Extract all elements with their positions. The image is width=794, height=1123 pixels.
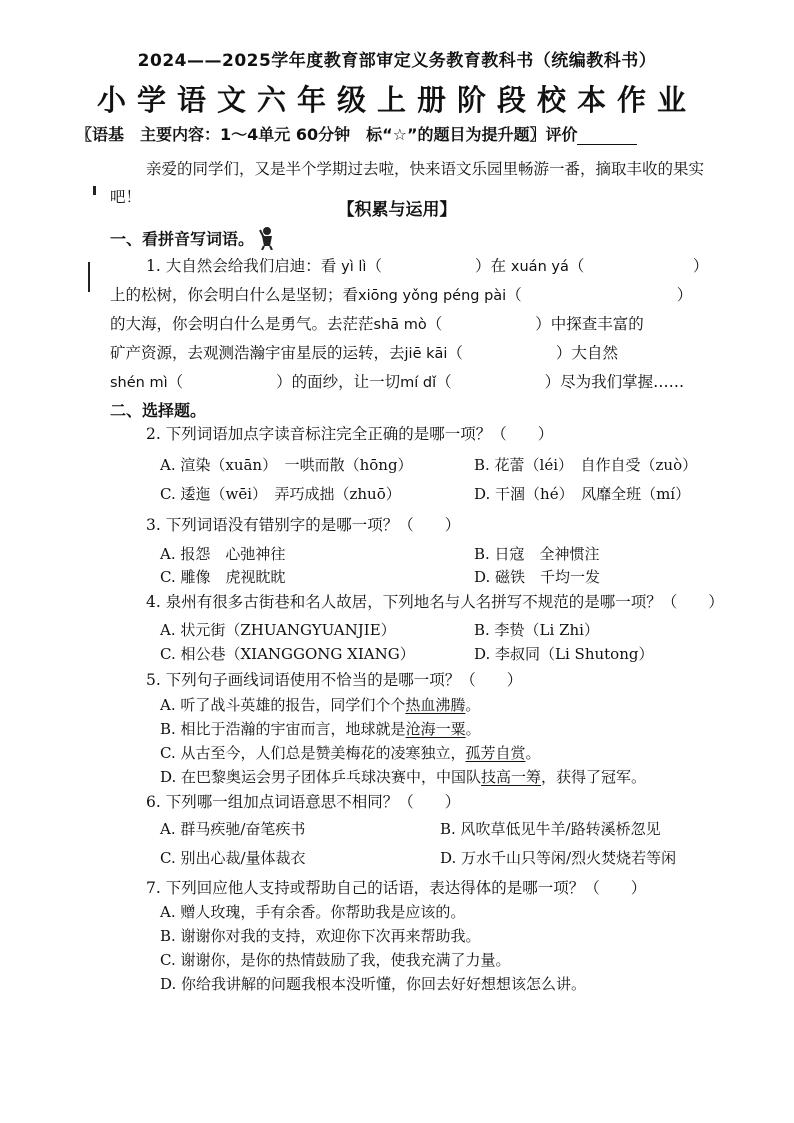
scan-mark [88,262,90,292]
edition-line: 2024——2025学年度教育部审定义务教育教科书（统编教科书） [137,51,657,71]
q7-option-d[interactable]: D. 你给我讲解的问题我根本没听懂，你回去好好想想该怎么讲。 [160,975,587,993]
q2-option-a[interactable]: A. 渲染（xuān） 一哄而散（hōng） [160,456,413,474]
question-2-stem: 2. 下列词语加点字读音标注完全正确的是哪一项？ [146,425,492,443]
question-5 [146,668,522,690]
scan-mark [93,186,96,195]
answer-blank-2[interactable]: （ ） [568,257,709,275]
text: 矿产资源，去观测浩瀚宇宙星辰的运转，去 [110,344,405,362]
question-3 [146,513,460,535]
text: 。 [465,696,481,714]
q5-option-a[interactable] [160,694,480,715]
pinyin-xuanya: xuán yá [510,259,569,275]
text: 1. 大自然会给我们启迪：看 [146,257,337,275]
text: 在 [490,257,506,275]
pinyin-line-5 [110,368,684,397]
answer-paren-3[interactable]: （ ） [398,516,461,534]
section-heading: 【积累与运用】 [337,200,457,220]
q3-option-c[interactable]: C. 雕像 虎视眈眈 [160,568,286,586]
text: ，获得了冠军。 [541,768,647,786]
q7-option-a[interactable]: A. 赠人玫瑰，手有余香。你帮助我是应该的。 [160,903,466,921]
part2-title: 二、选择题。 [110,401,207,420]
part1-title [110,226,277,254]
text: D. 在巴黎奥运会男子团体乒乓球决赛中，中国队 [160,768,482,786]
pinyin-line-3 [110,310,644,339]
text: 大自然 [571,344,618,362]
answer-blank-3[interactable]: （ ） [506,286,693,304]
text: 。 [525,744,541,762]
answer-paren-6[interactable]: （ ） [398,793,461,811]
q4-option-b[interactable]: B. 李贽（Li Zhi） [474,621,599,639]
q2-option-c[interactable]: C. 逶迤（wēi） 弄巧成拙（zhuō） [160,485,401,503]
q2-option-b[interactable]: B. 花蕾（léi） 自作自受（zuò） [474,456,698,474]
q5-option-b[interactable] [160,718,481,739]
pinyin-line-1 [146,252,708,281]
evaluation-blank[interactable] [577,130,637,145]
question-6-stem: 6. 下列哪一组加点词语意思不相同？ [146,793,399,811]
q3-option-a[interactable]: A. 报怨 心弛神往 [160,545,286,563]
q6-option-d[interactable]: D. 万水千山只等闲/烈火焚烧若等闲 [440,849,677,867]
q7-option-c[interactable]: C. 谢谢你，是你的热情鼓励了我，使我充满了力量。 [160,951,511,969]
page-title: 小学语文六年级上册阶段校本作业 [96,83,697,117]
q2-option-d[interactable]: D. 干涸（hé） 风靡全班（mí） [474,485,691,503]
text: 的大海，你会明白什么是勇气。去茫茫 [110,315,374,333]
answer-paren-4[interactable]: （ ） [661,593,724,611]
answer-blank-7[interactable]: （ ） [436,373,561,391]
text: C. 从古至今，人们总是赞美梅花的凌寒独立， [160,744,466,762]
q6-option-b[interactable]: B. 风吹草低见牛羊/路转溪桥忽见 [440,820,661,838]
pinyin-yili: yì lì [341,259,367,275]
intro-text: 亲爱的同学们，又是半个学期过去啦，快来语文乐园里畅游一番，摘取丰收的果实吧！ [110,160,705,206]
info-text: 〖语基 主要内容：1～4单元 60分钟 标“☆”的题目为提升题〗评价 [76,125,578,144]
underlined-phrase: 热血沸腾 [405,696,466,714]
question-7 [146,876,646,898]
answer-blank-6[interactable]: （ ） [167,373,292,391]
pencil-kid-icon [257,226,277,254]
pinyin-line-2 [110,281,692,310]
q3-option-d[interactable]: D. 磁铁 千均一发 [474,568,601,586]
answer-blank-5[interactable]: （ ） [447,344,572,362]
text: 尽为我们掌握…… [560,373,685,391]
part1-title-text: 一、看拼音写词语。 [110,229,255,249]
answer-blank-1[interactable]: （ ） [366,257,491,275]
underlined-phrase: 孤芳自赏 [465,744,526,762]
text: 上的松树，你会明白什么是坚韧；看 [110,286,359,304]
info-line [76,122,637,145]
q6-option-a[interactable]: A. 群马疾驰/奋笔疾书 [160,820,306,838]
answer-blank-4[interactable]: （ ） [426,315,551,333]
text: 的面纱，让一切 [291,373,401,391]
q4-option-c[interactable]: C. 相公巷（XIANGGONG XIANG） [160,645,415,663]
pinyin-xiongyongpengpai: xiōng yǒng péng pài [358,288,507,304]
answer-paren-2[interactable]: （ ） [491,425,554,443]
text: B. 相比于浩瀚的宇宙而言，地球就是 [160,720,406,738]
answer-paren-7[interactable]: （ ） [584,879,647,897]
q7-option-b[interactable]: B. 谢谢你对我的支持，欢迎你下次再来帮助我。 [160,927,481,945]
q5-option-d[interactable] [160,766,646,787]
question-6 [146,790,460,812]
text: 中探查丰富的 [550,315,644,333]
pinyin-shenmi: shén mì [110,375,168,391]
q5-option-c[interactable] [160,742,541,763]
pinyin-midi: mí dǐ [400,375,437,391]
text: A. 听了战斗英雄的报告，同学们个个 [160,696,406,714]
question-2 [146,422,553,444]
q3-option-b[interactable]: B. 日寇 全神惯注 [474,545,600,563]
answer-paren-5[interactable]: （ ） [460,671,523,689]
question-7-stem: 7. 下列回应他人支持或帮助自己的话语，表达得体的是哪一项？ [146,879,585,897]
pinyin-shamo: shā mò [373,317,427,333]
underlined-phrase: 技高一筹 [481,768,542,786]
q4-option-d[interactable]: D. 李叔同（Li Shutong） [474,645,654,663]
question-3-stem: 3. 下列词语没有错别字的是哪一项？ [146,516,399,534]
pinyin-line-4 [110,339,618,368]
question-5-stem: 5. 下列句子画线词语使用不恰当的是哪一项？ [146,671,461,689]
question-4 [146,590,724,612]
pinyin-jiekai: jiē kāi [404,346,448,362]
text: 。 [465,720,481,738]
underlined-phrase: 沧海一粟 [405,720,466,738]
q6-option-c[interactable]: C. 别出心裁/量体裁衣 [160,849,306,867]
q4-option-a[interactable]: A. 状元街（ZHUANGYUANJIE） [160,621,396,639]
question-4-stem: 4. 泉州有很多古街巷和名人故居，下列地名与人名拼写不规范的是哪一项？ [146,593,662,611]
